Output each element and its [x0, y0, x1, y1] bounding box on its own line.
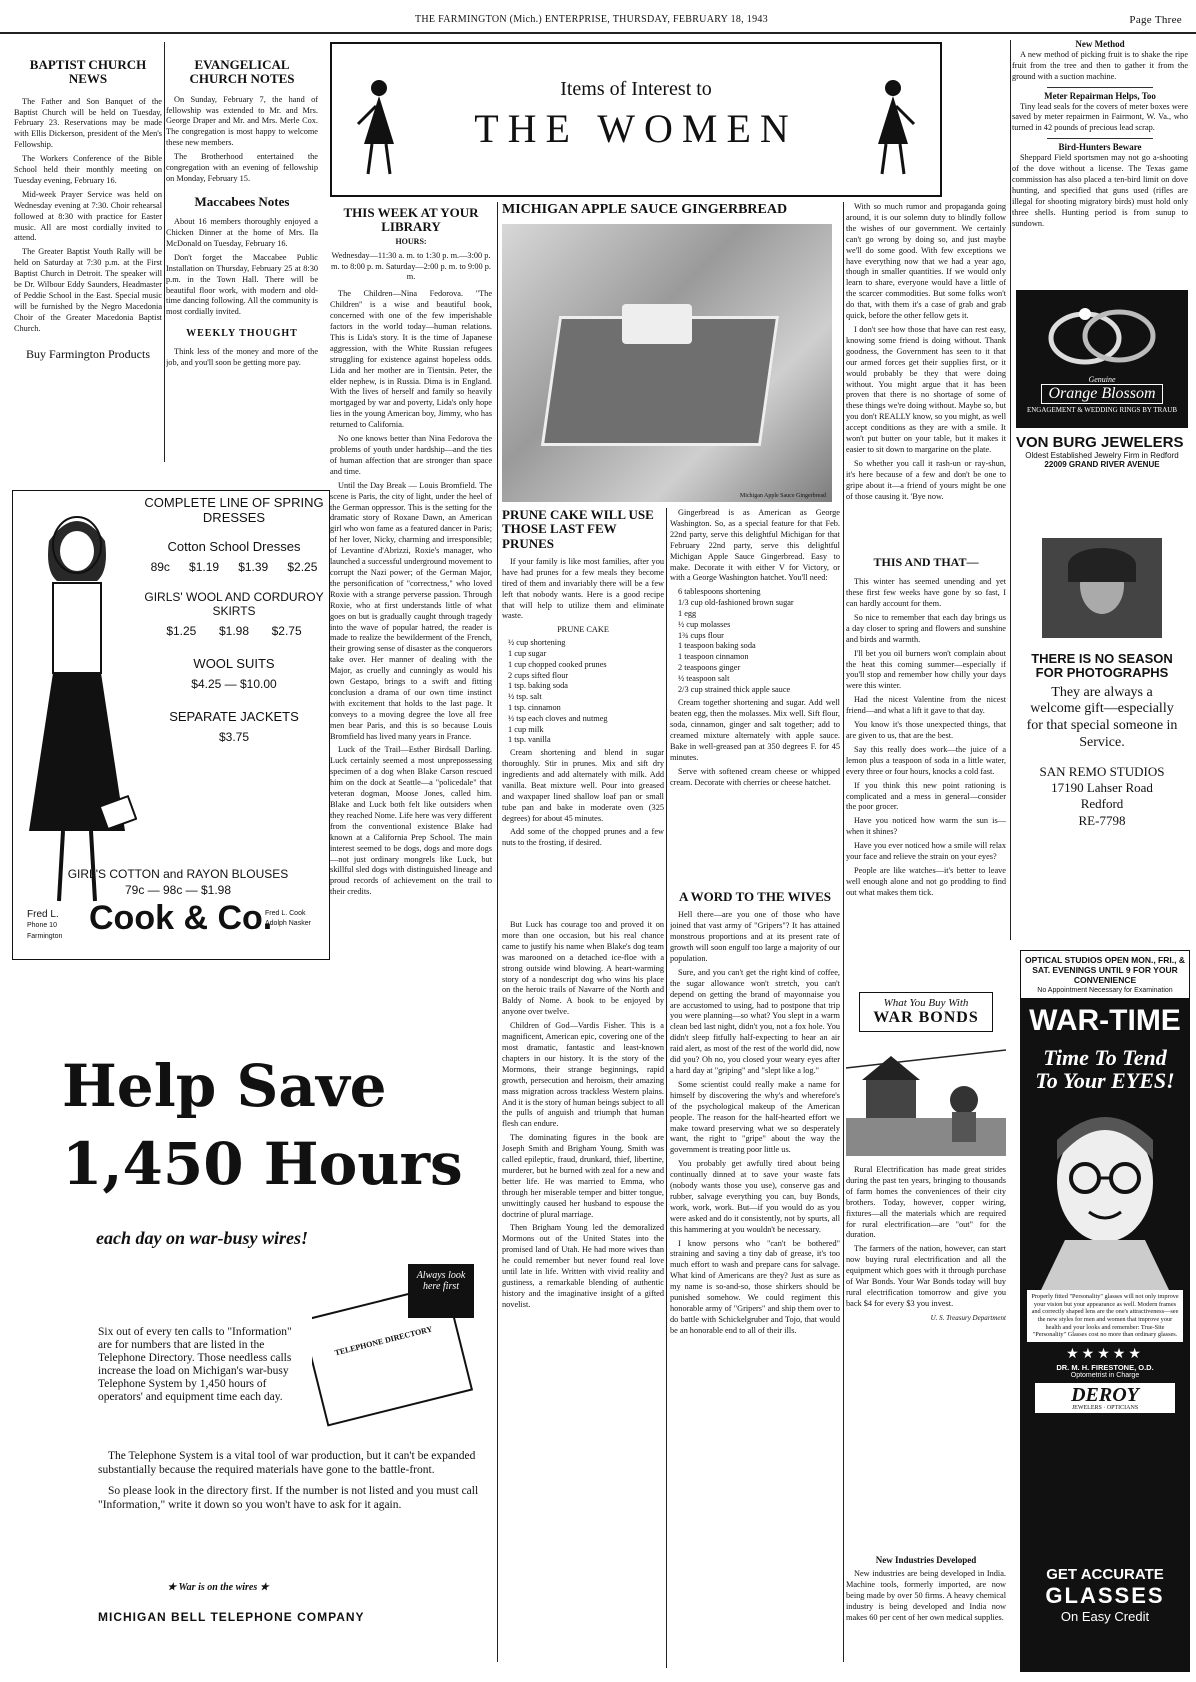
brief-2-text: Tiny lead seals for the covers of meter boxes were saved by meter repairmen in Fairmont, W. Va., who turned in 42 pounds of precious lead scrap. — [1012, 101, 1188, 133]
ingredient: 2 teaspoons ginger — [678, 662, 741, 672]
vonburg-genuine: Genuine — [1088, 375, 1116, 384]
library-p6: Children of God—Vardis Fisher. This is a magnificent, American epic, covering one of the most dramatic, fantastic and least-known chapters in our history. It is the story of the Mormons, their strange beginnings, rapid growth, persecution and heroism, their amazing mass migration across trackless Western plains. And it is the story of human beings subject to all the pulls of anguish and triumph that human flesh can endure. — [502, 1021, 664, 1129]
wives-p1: Hell there—are you one of those who have joined that vast army of "Gripers"? It has attained monstrous proportions and at its present rate of growth will soon engulf too large a majority of our population. — [670, 910, 840, 963]
cook-l3: GIRLS' WOOL AND CORDUROY SKIRTS — [144, 590, 324, 618]
ingredient: ½ tsp each cloves and nutmeg — [508, 713, 608, 723]
evangelical-p2: The Brotherhood entertained the congregation with an evening of fellowship on Monday, February 15. — [166, 152, 318, 183]
ingredient: 1 cup sugar — [508, 648, 547, 658]
sanremo-city: Redford — [1080, 796, 1124, 812]
price: $2.25 — [287, 560, 318, 574]
bell-slogan: ★ War is on the wires ★ — [167, 1582, 269, 1593]
cook-l6: GIRL'S COTTON and RAYON BLOUSES — [67, 867, 289, 881]
brief-2-headline: Meter Repairman Helps, Too — [1044, 90, 1156, 101]
gingerbread-serve: Serve with softened cream cheese or whipped cream. Decorate with cherries or cheese hatchet. — [670, 766, 840, 787]
women-banner — [330, 42, 942, 197]
brief-1-text: A new method of picking fruit is to shake the ripe fruit from the tree and then to gather it from the ground with a suction machine. — [1012, 49, 1188, 81]
wives-p4: You probably get awfully tired about being continually dinned at to save your waste fats (nobody wants those you use), conserve gas and rubber, salvage everything you can, buy Bonds, work, work, work. But—if you would do as you were asked and do it consistently, not by spurts, all this hammering at you wouldn't be necessary. — [670, 1159, 840, 1234]
brief-1-headline: New Method — [1075, 40, 1125, 49]
optical-cta3: On Easy Credit — [1060, 1609, 1150, 1624]
prune-cake-article — [502, 508, 664, 913]
library-p3: Until the Day Break — Louis Bromfield. The scene is Paris, the city of light, under the heel of the German oppressor. This is the setting for the dramatic story of Roxane Dawn, an American girl who won fame as a featured dancer in Paris; of her lover, Nicky, charming and irresponsible; of Levantine d'Abrizzi, Roxie's manager, who launched a successful underground movement to corrupt the Nazi power; of the German Major, the personification of "correctness," who loved Roxie with a strange perverse passion. Through Roxie, who at first understands little of what goes on but is gradually caught through tragedy into the wave of popular hatred, the reader is made to realize the bewilderment of the French, their growing sense of disaster as the conquerors take over. Her manner of dealing with the Major, as cruelly and cunningly as would his own Gestapo, brings to a swift and fitting conclusion a drama of our own time instinct with excitement that holds to the last page. It conveys to a moving degree the love all free men bear Paris, and this is so because Louis Bromfield has lived many years in France. — [330, 480, 492, 741]
wives-p8: So whether you call it rash-un or ray-shun, it's here because of a few and don't be one to gripe about it—a friend of yours might be one of those causing it. 'Bye now. — [846, 458, 1006, 501]
column-rule — [666, 508, 667, 1668]
masthead — [0, 12, 1196, 30]
price: $1.98 — [218, 624, 249, 638]
ingredient: 2 cups sifted flour — [508, 670, 569, 680]
bell-badge: Always look here first — [408, 1264, 474, 1318]
this-and-that-article — [846, 556, 1006, 986]
cook-phone-block — [27, 909, 87, 942]
baptist-column — [14, 42, 162, 472]
ingredient: ½ cup molasses — [678, 619, 731, 629]
sanremo-body: They are always a welcome gift—especially for that special someone in Service. — [1026, 684, 1178, 750]
new-industries-text: New industries are being developed in India. Machine tools, formerly imported, are now being made by over 50 firms. A heavy chemical industry is being developed and India now makes 60 per cent of her own medical supplies. — [846, 1568, 1006, 1622]
ingredient: 1 egg — [678, 608, 697, 618]
optical-doctor-sub: Optometrist in Charge — [1070, 1371, 1140, 1379]
evangelical-headline: EVANGELICAL CHURCH NOTES — [189, 57, 295, 87]
prune-ingredients — [502, 638, 664, 746]
buy-farmington-slogan: Buy Farmington Products — [25, 346, 150, 361]
optical-stars: ★★★★★ — [1066, 1346, 1144, 1362]
tat-p1: This winter has seemed unending and yet these first few weeks have gone by so fast, I can hardly account for them. — [846, 577, 1006, 608]
library-column — [330, 202, 492, 982]
ingredient: 1 tsp. cinnamon — [508, 702, 561, 712]
war-bonds-p2: The farmers of the nation, however, can start now buying rural electrification and all the equipment which goes with it through purchase of War Bonds. Your War Bonds today will buy rural electrification tomorrow and give you back $4 for every $3 you invest. — [846, 1244, 1006, 1308]
wives-headline: A WORD TO THE WIVES — [679, 890, 831, 904]
weekly-thought-text: Think less of the money and more of the job, and you'll soon be getting more pay. — [166, 347, 318, 368]
optical-cta — [1021, 1558, 1189, 1672]
tat-p6: Say this really does work—the juice of a lemon plus a teaspoon of soda in a little water, every three or four hours, knocks a cold fast. — [846, 744, 1006, 776]
brief-3-text: Sheppard Field sportsmen may not go a-shooting of the dove without a license. The Texas game commission has also placed a ten-bird limit on dove hunting, and specified that guns used (rifles are illegal for shooting migratory birds) must hold only three shells. Hunting period is from sunup to sundown. — [1012, 153, 1188, 228]
page-number: Page Three — [1129, 14, 1182, 26]
vonburg-line1: Oldest Established Jewelry Firm in Redford — [1025, 451, 1179, 460]
gingerbread-ingredients — [670, 587, 840, 695]
library-p8: Then Brigham Young led the demoralized Mormons out of the United States into the promised land of Utah. He had more wives than he could remember but never found real love until late in life. Written with vivid reality and gustiness, a remarkable blending of authentic history and the imaginative insight of a gifted novelist. — [502, 1223, 664, 1309]
tat-p7: If you think this new point rationing is complicated and a mess in general—consider the poor grocer. — [846, 780, 1006, 812]
tat-p8: Have you noticed how warm the sun is—when it shines? — [846, 816, 1006, 837]
wives-p2: Sure, and you can't get the right kind of coffee, the sugar allowance won't stretch, you can't depend on getting the brand of mayonnaise you are accustomed to using, had to postpone that trip you were planning—so what? You slept in a warm clean bed last night, didn't you, not a fox hole. You didn't sleep fitfully half-expecting to hear an air raid alert, as most of the rest of the world did, now did you? Oh no, you closed your weary eyes after a hard day at "griping" and "slept like a log." — [670, 967, 840, 1075]
ingredient: 1¾ cups flour — [678, 630, 724, 640]
cook-l5: SEPARATE JACKETS — [169, 709, 299, 724]
maccabees-p1: About 16 members thoroughly enjoyed a Chicken Dinner at the home of Mrs. Ila McDonald on Tuesday, February 16. — [166, 217, 318, 248]
divider — [1047, 87, 1153, 88]
vonburg-address: 22009 GRAND RIVER AVENUE — [1044, 460, 1160, 469]
optical-cta1: GET ACCURATE — [1046, 1566, 1164, 1583]
woman-figure-right-icon — [868, 74, 918, 184]
optical-cta2: GLASSES — [1045, 1583, 1165, 1608]
bell-h1: Help Save — [62, 1052, 387, 1120]
cook-l1: COMPLETE LINE OF SPRING DRESSES — [144, 495, 324, 525]
evangelical-p1: On Sunday, February 7, the hand of fellowship was extended to Mr. and Mrs. George Draper and Mr. and Mrs. Merle Cox. The congregation is most happy to welcome these new members. — [166, 94, 318, 148]
women-banner-line2: THE WOMEN — [474, 106, 798, 151]
cook-owners: Fred L. Cook Adolph Nasker — [265, 910, 311, 927]
tat-p4: Had the nicest Valentine from the nicest friend—and what a lift it gave to that day. — [846, 695, 1006, 716]
divider — [1047, 138, 1153, 139]
masthead-rule — [0, 32, 1196, 34]
war-bonds-box — [859, 992, 993, 1032]
evangelical-column — [166, 42, 318, 462]
gingerbread-intro: Gingerbread is as American as George Washington. So, as a special feature for that Feb. 22nd party, serve this delightful Michigan for that February 22nd party, serve this delightful Michigan Apple Sauce Gingerbread. Easy to make. Decorate it with either V for Victory, or with a George Washington hatchet. You'll need: — [670, 508, 840, 583]
this-and-that-headline: THIS AND THAT— — [873, 556, 979, 569]
wives-p3: Some scientist could really make a name for himself by discovering the why's and wherefore's of the psychological makeup of the American people. The reason for the half-hearted effort we make toward preserving what we so desperately want, the right to "gripe" about the way the government is treating poor little us. — [670, 1079, 840, 1155]
library-p1: The Children—Nina Fedorova. "The Children" is a wise and beautiful book, concerned with one of the few imperishable factors in the world today—human relations. This is Lida's story. It is the time of Japanese aggression, with the White Russian refugees struggling for existence against hopeless odds. Lida and her mother are in Tientsin. Peter, the elder nephew, is in Russia. Dima is in England. With the lives of herself and family so heavily mortgaged by war and poverty, Lida's only hope lies in the young American boy, Jimmy, who has returned to California. — [330, 289, 492, 430]
prune-method: Cream shortening and blend in sugar thoroughly. Stir in prunes. Mix and sift dry ingredients and add alternately with milk. Add vanilla. Beat mixture well. Pour into greased and waxpaper lined shallow loaf pan or small tube pan and bake in moderate oven (325 degrees) for about 45 minutes. — [502, 748, 664, 823]
gingerbread-photo — [502, 224, 832, 502]
column-rule — [497, 202, 498, 1662]
gingerbread-photo-caption: Michigan Apple Sauce Gingerbread — [739, 493, 826, 500]
cook-phone: Phone 10 Farmington — [27, 922, 63, 940]
ingredient: 1/3 cup old-fashioned brown sugar — [678, 598, 794, 608]
cook-p6: 79c — 98c — $1.98 — [124, 883, 232, 897]
cook-owner1: Fred L. — [27, 909, 59, 920]
farm-illustration-icon — [846, 1038, 1006, 1156]
column-rule — [1010, 40, 1011, 940]
brief-3-headline: Bird-Hunters Beware — [1058, 142, 1142, 153]
cook-l2: Cotton School Dresses — [167, 539, 301, 554]
sanremo-portrait — [1042, 538, 1162, 638]
optical-store-sub: JEWELERS · OPTICIANS — [1071, 1404, 1139, 1411]
cook-p4: $4.25 — $10.00 — [191, 677, 277, 691]
vonburg-brand: Orange Blossom — [1041, 384, 1162, 404]
war-bonds-p1: Rural Electrification has made great strides during the past ten years, bringing to thousands of farm homes the conveniences of their city brothers. Today, however, copper wiring, fixtures—all the materials which are required for rural electrification—are "out" for the duration. — [846, 1165, 1006, 1240]
new-industries-headline: New Industries Developed — [875, 1556, 977, 1565]
ingredient: 1 teaspoon cinnamon — [678, 652, 749, 662]
woman-figure-left-icon — [354, 74, 404, 184]
cook-name: Cook & Co. — [89, 899, 273, 937]
library-p4: Luck of the Trail—Esther Birdsall Darling. Luck certainly seemed a most unprepossessing specimen of a dog when Blake Carson rescued him on the dock at Seattle—a "policedale" that veteran dogman, Moose Jones, called him. Blake and Luck both felt like outsiders when they reached Nome. Life here was very different from the conventional existence Blake had known at a California Prep School. The main interest seemed to be dogs, dogs and more dogs—not just ordinary mongrels like Luck, but skillful sled dogs with distinguished lineage and proud records of achievement on the trail to their credits. — [330, 745, 492, 897]
gingerbread-article — [502, 202, 840, 502]
optical-panel — [1021, 998, 1189, 1558]
price: $1.19 — [189, 560, 220, 574]
prune-note: Add some of the chopped prunes and a few nuts to the frosting, if desired. — [502, 827, 664, 848]
cook-price-list — [141, 491, 327, 863]
maccabees-headline: Maccabees Notes — [194, 193, 290, 209]
column-rule — [164, 42, 165, 462]
column-rule — [843, 202, 844, 1662]
bell-body — [98, 1450, 484, 1520]
optical-script: Time To Tend To Your EYES! — [1035, 1045, 1175, 1094]
library-hours: Wednesday—11:30 a. m. to 1:30 p. m.—3:00 p. m. to 8:00 p. m. Saturday—2:00 p. m. to 9:00 p. m. — [331, 250, 491, 282]
wives-p6: With so much rumor and propaganda going around, it is our solemn duty to blindly follow the wishes of our government. We certainly can't go wrong by doing so, and just maybe we'll do some good. With few exceptions we have everything now that we had a year ago, though in smaller quantities. If we would only learn to share, everyone would have a little of the scarcer commodities. But some folks won't do that, with them it's a case of grab and grab quick, before the other fellow gets it. — [846, 202, 1006, 321]
sanremo-address: 17190 Lahser Road — [1051, 780, 1153, 796]
bell-book: TELEPHONE DIRECTORY — [333, 1324, 434, 1358]
library-p5: But Luck has courage too and proved it on more than one occasion, but his real chance came to justify his name when Blake's dog team was marooned on a detached ice-floe with a strong outside wind blowing. A heart-warming story of a nondescript dog who wins his place on the heroic trails of Navarre of the North and Baldy of Nome. A book to be enjoyed by anyone over twelve. — [502, 920, 664, 1017]
library-p7: The dominating figures in the book are Joseph Smith and Brigham Young. Smith was called epileptic, fraud, drunkard, thief, libertine, murderer, but he burned with zeal for a new and better life. He was married to Emma, who through her miserable temper and bitter tongue, unwittingly caused her husband to espouse the doctrine of plural marriage. — [502, 1133, 664, 1219]
cook-ad — [12, 490, 330, 960]
women-banner-line1: Items of Interest to — [560, 78, 712, 100]
sanremo-name: SAN REMO STUDIOS — [1039, 763, 1165, 779]
baptist-p3: Mid-week Prayer Service was held on Wednesday evening at 7:30. Choir rehearsal followed at 8:30 with practice for Easter music. All are most cordially invited to attend. — [14, 189, 162, 243]
vonburg-ad — [1016, 290, 1188, 488]
man-with-glasses-icon — [1021, 1100, 1189, 1290]
bell-p3: So please look in the directory first. If the number is not listed and you must call "Information," write it down so you won't have to ask for it again. — [98, 1485, 479, 1511]
directory-illustration — [312, 1264, 482, 1444]
library-hours-label: HOURS: — [395, 236, 427, 246]
optical-ad — [1020, 950, 1190, 1672]
ingredient: 2/3 cup strained thick apple sauce — [678, 684, 791, 694]
ingredient: 1 tsp. baking soda — [508, 681, 568, 691]
war-bonds-line1: What You Buy With — [883, 997, 969, 1009]
cook-blouses — [33, 867, 323, 897]
bell-p2: The Telephone System is a vital tool of war production, but it can't be expanded substantially because the required materials have gone to the battle-front. — [98, 1450, 476, 1476]
ingredient: ½ tsp. salt — [508, 692, 542, 702]
baptist-p4: The Greater Baptist Youth Rally will be held on Saturday at 7:30 p.m. at the First Baptist Church in Detroit. The speaker will be Dr. Wilbour Eddy Saunders, Headmaster of Peddie School in the East. Special music will be furnished by the Negro Macedonia Choir of the Greater Macedonia Baptist Church. — [14, 247, 162, 333]
ingredient: ½ cup shortening — [508, 638, 566, 648]
tat-p9: Have you ever noticed how a smile will relax your face and relieve the strain on your eyes? — [846, 841, 1006, 862]
ingredient: 1 tsp. vanilla — [508, 735, 551, 745]
library-p2: No one knows better than Nina Fedorova the problems of youth under hardship—and the ties of human affection that are stronger than space and time. — [330, 434, 492, 476]
baptist-headline: BAPTIST CHURCH NEWS — [29, 57, 147, 87]
price: $1.25 — [166, 624, 197, 638]
cook-p5: $3.75 — [218, 730, 250, 744]
tat-p3: I'll bet you oil burners won't complain about the heat this coming summer—especially if you'll stop and remember how chilly your days were this winter. — [846, 648, 1006, 691]
tat-p2: So nice to remember that each day brings us a day closer to spring and flowers and sunshine and birds and warmth. — [846, 612, 1006, 644]
bell-sub: each day on war-busy wires! — [96, 1228, 309, 1248]
prune-intro: If your family is like most families, after you have had prunes for a few meals they become tired of them and invariably there will be a few left that nobody wants. Here is a good recipe that will help to utilize them and eliminate waste. — [502, 556, 664, 621]
masthead-title: THE FARMINGTON (Mich.) ENTERPRISE, THURSDAY, FEBRUARY 18, 1943 — [415, 14, 768, 25]
optical-store: DEROY — [1071, 1383, 1139, 1406]
cook-prices-skirts — [141, 624, 327, 638]
vonburg-image — [1016, 290, 1188, 428]
gingerbread-headline: MICHIGAN APPLE SAUCE GINGERBREAD — [502, 202, 788, 217]
war-bonds-credit: U. S. Treasury Department — [930, 1313, 1006, 1322]
price: 89c — [150, 560, 170, 574]
wives-p5: I know persons who "can't be bothered" straining and saving a tiny dab of grease, it's too much effort to wash and prepare cans for salvage. What kind of Americans are they? Just as sure as my name is so-and-so, those shirkers should be punished somehow. We could regiment this honorable army of "Gripers" and ship them over to do battle with Schickelgruber and Tojo, that would be an honorable end to all of their ills. — [670, 1238, 840, 1335]
prune-headline: PRUNE CAKE WILL USE THOSE LAST FEW PRUNES — [502, 508, 654, 551]
weekly-thought-headline: WEEKLY THOUGHT — [186, 328, 298, 340]
optical-top: OPTICAL STUDIOS OPEN MON., FRI., & SAT. EVENINGS UNTIL 9 FOR YOUR CONVENIENCE — [1025, 955, 1185, 985]
maccabees-p2: Don't forget the Maccabee Public Installation on Thursday, February 25 at 8:30 p.m. in the Town Hall. There will be beautiful floor work, with modern and old-time dancing following. All the community is most cordially invited. — [166, 252, 318, 317]
gingerbread-method: Cream together shortening and sugar. Add well beaten egg, then the molasses. Mix well. Sift flour, soda, cinnamon, ginger and salt together; add to creamed mixture alternately with apple sauce. Bake in well-greased pan at 350 degrees F. for 45 minutes. — [670, 698, 840, 762]
ingredient: 1 cup chopped cooked prunes — [508, 659, 607, 669]
optical-wartime: WAR-TIME — [1029, 1004, 1181, 1037]
optical-fine: Properly fitted "Personality" glasses will not only improve your vision but your appearance as well. Modern frames and correctly shaped lens are the one's attractiveness—see the new styles for men and women that improve your health and your looks and remember: True-Site "Personality" Glasses cost no more than ordinary glasses. — [1027, 1290, 1183, 1342]
girl-in-dress-icon — [17, 501, 137, 921]
bell-p1-wrap — [98, 1326, 308, 1404]
baptist-p1: The Father and Son Banquet of the Baptist Church will be held on Tuesday, February 23. Reservations may be made with Ellis Dickerson, president of the Men's Fellowship. — [14, 96, 162, 150]
bell-h2: 1,450 Hours — [62, 1130, 463, 1198]
optical-appt: No Appointment Necessary for Examination — [1037, 987, 1173, 994]
briefs-column — [1012, 40, 1188, 280]
cook-l4: WOOL SUITS — [193, 656, 275, 671]
ingredient: 6 tablespoons shortening — [678, 587, 761, 597]
war-bonds-article — [846, 992, 1006, 1497]
bell-company: MICHIGAN BELL TELEPHONE COMPANY — [98, 1610, 365, 1624]
rings-icon — [1027, 298, 1177, 374]
library-headline: THIS WEEK AT YOUR LIBRARY — [343, 205, 479, 235]
wives-continued — [846, 202, 1006, 538]
tat-p10: People are like watches—it's better to leave well enough alone and not go prodding to find out what makes them tick. — [846, 865, 1006, 897]
bell-ad — [12, 962, 492, 1672]
vonburg-name: VON BURG JEWELERS — [1016, 434, 1184, 451]
vonburg-sub: ENGAGEMENT & WEDDING RINGS BY TRAUB — [1026, 406, 1178, 414]
sanremo-phone: RE-7798 — [1078, 812, 1126, 828]
bell-p1: Six out of every ten calls to "Information" are for numbers that are listed in the Telephone Directory. Those needless calls increase the load on Michigan's war-busy Telephone System by 1,450 hours of operators' and equipment time each day. — [98, 1326, 292, 1403]
ingredient: 1 cup milk — [508, 724, 544, 734]
wives-article — [670, 890, 840, 1672]
sanremo-headline: THERE IS NO SEASON FOR PHOTOGRAPHS — [1031, 651, 1173, 681]
deroy-logo — [1035, 1383, 1175, 1413]
price: $2.75 — [271, 624, 302, 638]
optical-doctor: DR. M. H. FIRESTONE, O.D. — [1056, 1362, 1154, 1372]
cook-prices-dresses — [141, 560, 327, 574]
new-industries-article — [846, 1556, 1006, 1674]
library-column-continued — [502, 920, 664, 1660]
baptist-p2: The Workers Conference of the Bible School held their monthly meeting on Tuesday evening, February 16. — [14, 154, 162, 185]
prune-recipe-title: PRUNE CAKE — [557, 625, 609, 635]
war-bonds-line2: WAR BONDS — [873, 1009, 979, 1026]
price: $1.39 — [238, 560, 269, 574]
tat-p5: You know it's those unexpected things, that are given to us, that are the best. — [846, 720, 1006, 740]
sanremo-ad — [1016, 538, 1188, 928]
gingerbread-slice-shape — [622, 304, 692, 344]
ingredient: 1 teaspoon baking soda — [678, 641, 756, 651]
gingerbread-recipe — [670, 508, 840, 908]
wives-p7: I don't see how those that have can rest easy, knowing some friend is doing without. Thank goodness, the Government has seen to it that our armed forces get their supplies first, or it would probably be they that were doing without. You might argue that it has been proven that there is no shortage of some of these things we're doing without. Maybe so, but you don't REALLY know, so you might, as well accept conditions as they are with a smile. It won't put butter on your table, but it makes it easier to sit down to margarine on the plate. — [846, 324, 1006, 454]
ingredient: ½ teaspoon salt — [678, 673, 730, 683]
